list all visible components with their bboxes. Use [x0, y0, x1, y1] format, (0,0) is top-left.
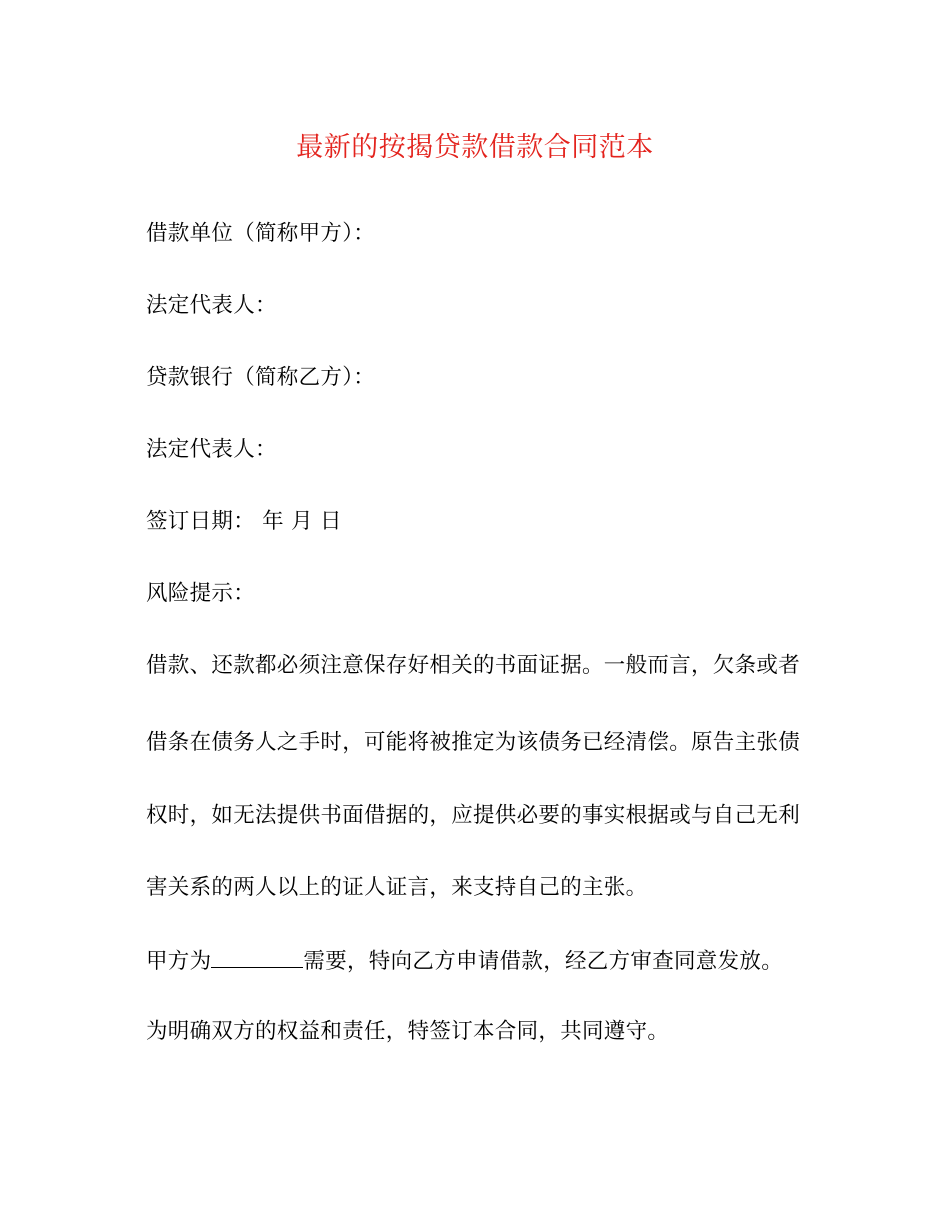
- purpose-blank-line: [211, 945, 303, 968]
- risk-paragraph-line: 害关系的两人以上的证人证言，来支持自己的主张。: [146, 875, 648, 900]
- risk-heading: 风险提示：: [146, 581, 256, 606]
- risk-paragraph-line: 权时，如无法提供书面借据的，应提供必要的事实根据或与自己无利: [146, 803, 801, 828]
- risk-paragraph-line: 借款、还款都必须注意保存好相关的书面证据。一般而言，欠条或者: [146, 653, 801, 678]
- borrower-representative-field: 法定代表人：: [146, 293, 277, 318]
- risk-paragraph-line: 借条在债务人之手时，可能将被推定为该债务已经清偿。原告主张债: [146, 730, 801, 755]
- purpose-statement: [146, 945, 783, 977]
- closing-statement: 为明确双方的权益和责任，特签订本合同，共同遵守。: [146, 1019, 670, 1044]
- document-title: 最新的按揭贷款借款合同范本: [296, 132, 654, 163]
- lender-field: 贷款银行（简称乙方）：: [146, 365, 376, 390]
- purpose-text-before: 甲方为: [146, 949, 212, 974]
- purpose-text-after: 需要，特向乙方申请借款，经乙方审查同意发放。: [303, 949, 784, 974]
- borrower-field: 借款单位（简称甲方）：: [146, 221, 376, 246]
- lender-representative-field: 法定代表人：: [146, 437, 277, 462]
- sign-date-field: 签订日期： 年 月 日: [146, 509, 342, 534]
